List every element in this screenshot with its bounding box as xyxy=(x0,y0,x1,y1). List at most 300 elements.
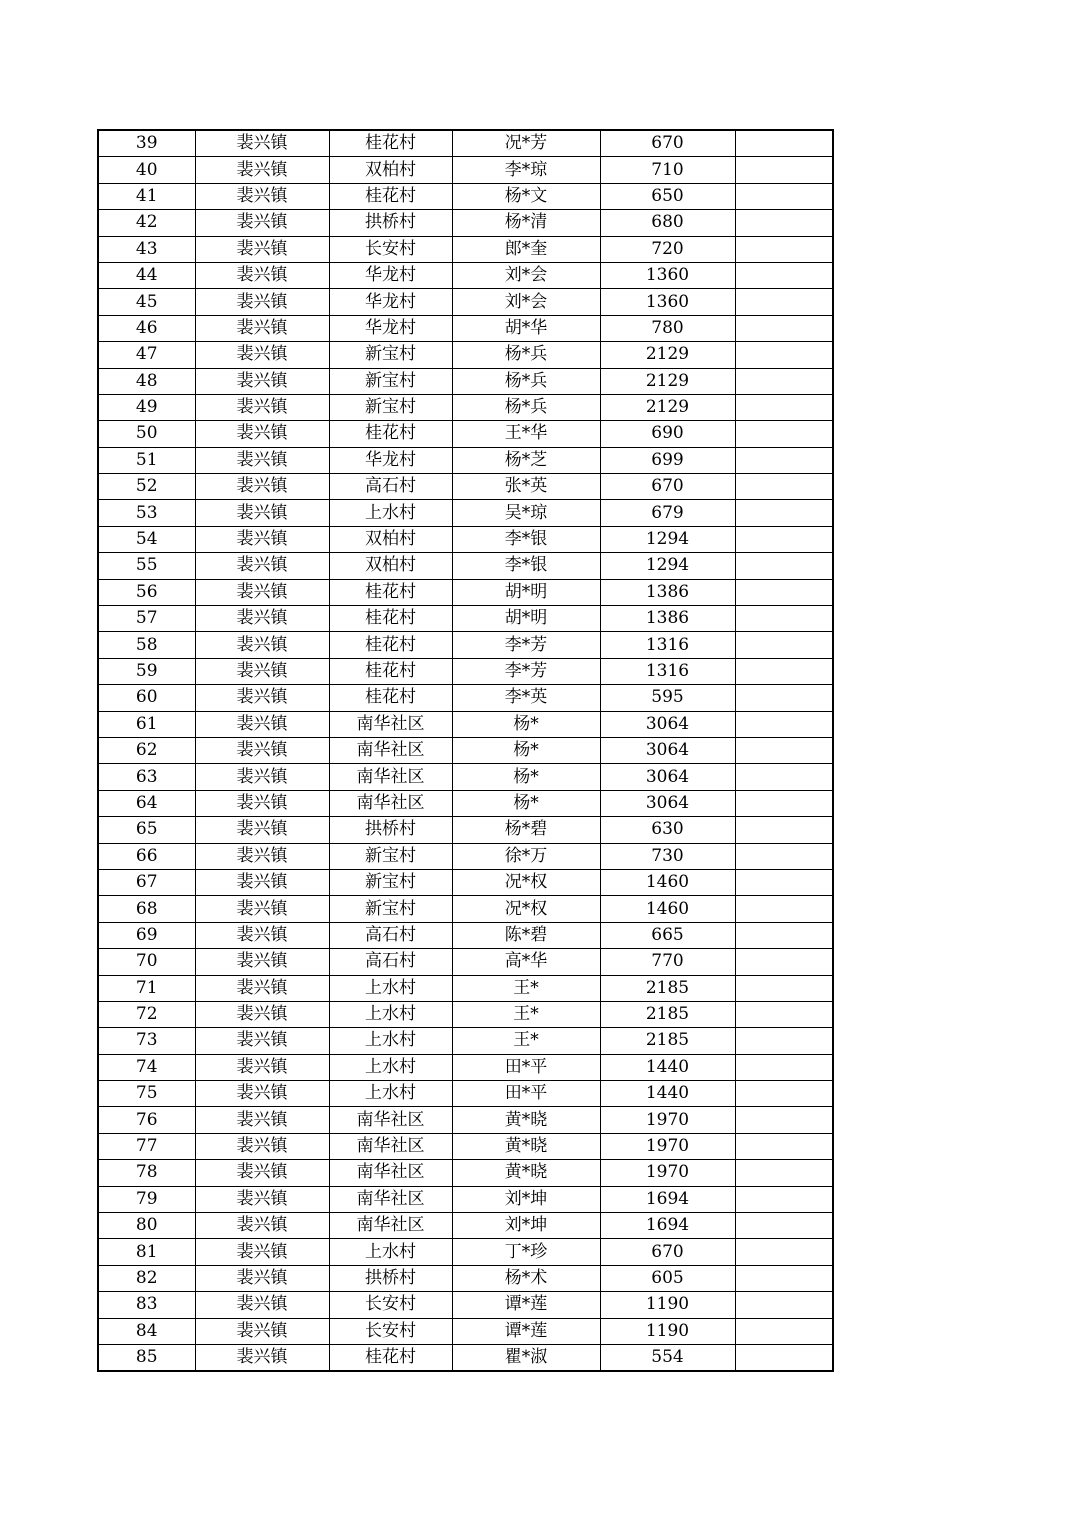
amount-cell: 730 xyxy=(600,843,735,869)
amount-cell: 1970 xyxy=(600,1133,735,1159)
remark-cell xyxy=(735,1213,833,1239)
row-number-cell: 69 xyxy=(98,922,195,948)
village-cell: 桂花村 xyxy=(329,130,452,157)
village-cell: 双柏村 xyxy=(329,553,452,579)
village-cell: 南华社区 xyxy=(329,790,452,816)
amount-cell: 2185 xyxy=(600,975,735,1001)
name-cell: 杨* xyxy=(452,790,600,816)
village-cell: 长安村 xyxy=(329,1318,452,1344)
table-row xyxy=(98,606,833,632)
town-cell: 裴兴镇 xyxy=(195,183,329,209)
village-cell: 桂花村 xyxy=(329,606,452,632)
remark-cell xyxy=(735,896,833,922)
amount-cell: 3064 xyxy=(600,737,735,763)
row-number-cell: 53 xyxy=(98,500,195,526)
row-number-cell: 71 xyxy=(98,975,195,1001)
village-cell: 新宝村 xyxy=(329,342,452,368)
remark-cell xyxy=(735,553,833,579)
town-cell: 裴兴镇 xyxy=(195,1265,329,1291)
remark-cell xyxy=(735,289,833,315)
amount-cell: 679 xyxy=(600,500,735,526)
table-row xyxy=(98,236,833,262)
name-cell: 王* xyxy=(452,1001,600,1027)
amount-cell: 665 xyxy=(600,922,735,948)
amount-cell: 1360 xyxy=(600,262,735,288)
name-cell: 刘*会 xyxy=(452,262,600,288)
remark-cell xyxy=(735,474,833,500)
remark-cell xyxy=(735,1001,833,1027)
table-row xyxy=(98,1001,833,1027)
town-cell: 裴兴镇 xyxy=(195,764,329,790)
row-number-cell: 85 xyxy=(98,1344,195,1371)
name-cell: 丁*珍 xyxy=(452,1239,600,1265)
town-cell: 裴兴镇 xyxy=(195,368,329,394)
village-cell: 华龙村 xyxy=(329,315,452,341)
remark-cell xyxy=(735,236,833,262)
town-cell: 裴兴镇 xyxy=(195,1160,329,1186)
row-number-cell: 61 xyxy=(98,711,195,737)
table-row xyxy=(98,1292,833,1318)
name-cell: 黄*晓 xyxy=(452,1133,600,1159)
table-row xyxy=(98,685,833,711)
name-cell: 况*权 xyxy=(452,869,600,895)
name-cell: 胡*明 xyxy=(452,606,600,632)
amount-cell: 780 xyxy=(600,315,735,341)
row-number-cell: 52 xyxy=(98,474,195,500)
table-row xyxy=(98,526,833,552)
name-cell: 杨* xyxy=(452,764,600,790)
town-cell: 裴兴镇 xyxy=(195,1054,329,1080)
table-row xyxy=(98,130,833,157)
town-cell: 裴兴镇 xyxy=(195,896,329,922)
name-cell: 谭*莲 xyxy=(452,1292,600,1318)
table-row xyxy=(98,817,833,843)
name-cell: 徐*万 xyxy=(452,843,600,869)
table-row xyxy=(98,394,833,420)
amount-cell: 2129 xyxy=(600,394,735,420)
name-cell: 杨*文 xyxy=(452,183,600,209)
table-row xyxy=(98,421,833,447)
row-number-cell: 79 xyxy=(98,1186,195,1212)
amount-cell: 670 xyxy=(600,474,735,500)
village-cell: 上水村 xyxy=(329,500,452,526)
remark-cell xyxy=(735,183,833,209)
name-cell: 杨*术 xyxy=(452,1265,600,1291)
amount-cell: 1440 xyxy=(600,1081,735,1107)
amount-cell: 1386 xyxy=(600,579,735,605)
remark-cell xyxy=(735,711,833,737)
table-row xyxy=(98,210,833,236)
remark-cell xyxy=(735,790,833,816)
name-cell: 杨*芝 xyxy=(452,447,600,473)
village-cell: 南华社区 xyxy=(329,1160,452,1186)
village-cell: 桂花村 xyxy=(329,579,452,605)
remark-cell xyxy=(735,394,833,420)
amount-cell: 720 xyxy=(600,236,735,262)
remark-cell xyxy=(735,130,833,157)
table-row xyxy=(98,474,833,500)
name-cell: 杨* xyxy=(452,711,600,737)
remark-cell xyxy=(735,1054,833,1080)
remark-cell xyxy=(735,817,833,843)
amount-cell: 1294 xyxy=(600,526,735,552)
row-number-cell: 84 xyxy=(98,1318,195,1344)
amount-cell: 680 xyxy=(600,210,735,236)
table-row xyxy=(98,632,833,658)
table-row xyxy=(98,1213,833,1239)
row-number-cell: 83 xyxy=(98,1292,195,1318)
remark-cell xyxy=(735,658,833,684)
village-cell: 华龙村 xyxy=(329,447,452,473)
remark-cell xyxy=(735,1081,833,1107)
village-cell: 高石村 xyxy=(329,474,452,500)
remark-cell xyxy=(735,1133,833,1159)
remark-cell xyxy=(735,500,833,526)
table-row xyxy=(98,790,833,816)
table-row xyxy=(98,342,833,368)
name-cell: 王*华 xyxy=(452,421,600,447)
remark-cell xyxy=(735,922,833,948)
table-row xyxy=(98,922,833,948)
table-row xyxy=(98,368,833,394)
name-cell: 陈*碧 xyxy=(452,922,600,948)
name-cell: 李*银 xyxy=(452,526,600,552)
remark-cell xyxy=(735,869,833,895)
row-number-cell: 40 xyxy=(98,157,195,183)
amount-cell: 1694 xyxy=(600,1186,735,1212)
village-cell: 拱桥村 xyxy=(329,817,452,843)
village-cell: 南华社区 xyxy=(329,1186,452,1212)
table-row xyxy=(98,869,833,895)
amount-cell: 770 xyxy=(600,949,735,975)
town-cell: 裴兴镇 xyxy=(195,553,329,579)
amount-cell: 1316 xyxy=(600,658,735,684)
table-row xyxy=(98,1186,833,1212)
amount-cell: 1386 xyxy=(600,606,735,632)
town-cell: 裴兴镇 xyxy=(195,342,329,368)
name-cell: 李*芳 xyxy=(452,658,600,684)
name-cell: 谭*莲 xyxy=(452,1318,600,1344)
row-number-cell: 64 xyxy=(98,790,195,816)
village-cell: 桂花村 xyxy=(329,658,452,684)
remark-cell xyxy=(735,632,833,658)
village-cell: 上水村 xyxy=(329,1081,452,1107)
town-cell: 裴兴镇 xyxy=(195,1213,329,1239)
remark-cell xyxy=(735,421,833,447)
row-number-cell: 62 xyxy=(98,737,195,763)
row-number-cell: 70 xyxy=(98,949,195,975)
town-cell: 裴兴镇 xyxy=(195,579,329,605)
table-row xyxy=(98,183,833,209)
amount-cell: 1694 xyxy=(600,1213,735,1239)
row-number-cell: 48 xyxy=(98,368,195,394)
remark-cell xyxy=(735,157,833,183)
town-cell: 裴兴镇 xyxy=(195,1186,329,1212)
name-cell: 田*平 xyxy=(452,1054,600,1080)
town-cell: 裴兴镇 xyxy=(195,606,329,632)
amount-cell: 1460 xyxy=(600,869,735,895)
village-cell: 南华社区 xyxy=(329,711,452,737)
town-cell: 裴兴镇 xyxy=(195,949,329,975)
remark-cell xyxy=(735,262,833,288)
table-row xyxy=(98,579,833,605)
name-cell: 李*芳 xyxy=(452,632,600,658)
town-cell: 裴兴镇 xyxy=(195,790,329,816)
town-cell: 裴兴镇 xyxy=(195,236,329,262)
row-number-cell: 59 xyxy=(98,658,195,684)
row-number-cell: 43 xyxy=(98,236,195,262)
name-cell: 瞿*淑 xyxy=(452,1344,600,1371)
amount-cell: 1294 xyxy=(600,553,735,579)
village-cell: 新宝村 xyxy=(329,896,452,922)
town-cell: 裴兴镇 xyxy=(195,1028,329,1054)
table-row xyxy=(98,843,833,869)
table-row xyxy=(98,315,833,341)
name-cell: 吴*琼 xyxy=(452,500,600,526)
town-cell: 裴兴镇 xyxy=(195,447,329,473)
town-cell: 裴兴镇 xyxy=(195,1107,329,1133)
table-row xyxy=(98,737,833,763)
amount-cell: 2129 xyxy=(600,342,735,368)
table-row xyxy=(98,896,833,922)
row-number-cell: 78 xyxy=(98,1160,195,1186)
remark-cell xyxy=(735,843,833,869)
table-row xyxy=(98,157,833,183)
table-row xyxy=(98,1318,833,1344)
village-cell: 拱桥村 xyxy=(329,210,452,236)
name-cell: 杨*兵 xyxy=(452,342,600,368)
data-table xyxy=(97,129,834,1372)
name-cell: 李*英 xyxy=(452,685,600,711)
amount-cell: 2129 xyxy=(600,368,735,394)
town-cell: 裴兴镇 xyxy=(195,1239,329,1265)
remark-cell xyxy=(735,764,833,790)
town-cell: 裴兴镇 xyxy=(195,526,329,552)
remark-cell xyxy=(735,315,833,341)
amount-cell: 710 xyxy=(600,157,735,183)
town-cell: 裴兴镇 xyxy=(195,210,329,236)
table-row xyxy=(98,1265,833,1291)
village-cell: 上水村 xyxy=(329,1001,452,1027)
name-cell: 田*平 xyxy=(452,1081,600,1107)
row-number-cell: 77 xyxy=(98,1133,195,1159)
remark-cell xyxy=(735,342,833,368)
name-cell: 黄*晓 xyxy=(452,1160,600,1186)
name-cell: 刘*坤 xyxy=(452,1186,600,1212)
amount-cell: 3064 xyxy=(600,790,735,816)
town-cell: 裴兴镇 xyxy=(195,1292,329,1318)
table-row xyxy=(98,1344,833,1371)
village-cell: 高石村 xyxy=(329,949,452,975)
remark-cell xyxy=(735,685,833,711)
town-cell: 裴兴镇 xyxy=(195,1001,329,1027)
remark-cell xyxy=(735,1292,833,1318)
remark-cell xyxy=(735,949,833,975)
town-cell: 裴兴镇 xyxy=(195,975,329,1001)
town-cell: 裴兴镇 xyxy=(195,1318,329,1344)
village-cell: 上水村 xyxy=(329,1054,452,1080)
row-number-cell: 41 xyxy=(98,183,195,209)
amount-cell: 670 xyxy=(600,1239,735,1265)
row-number-cell: 44 xyxy=(98,262,195,288)
village-cell: 双柏村 xyxy=(329,157,452,183)
name-cell: 王* xyxy=(452,975,600,1001)
town-cell: 裴兴镇 xyxy=(195,500,329,526)
town-cell: 裴兴镇 xyxy=(195,817,329,843)
table-row xyxy=(98,1028,833,1054)
remark-cell xyxy=(735,737,833,763)
name-cell: 刘*会 xyxy=(452,289,600,315)
row-number-cell: 74 xyxy=(98,1054,195,1080)
name-cell: 郎*奎 xyxy=(452,236,600,262)
row-number-cell: 58 xyxy=(98,632,195,658)
amount-cell: 699 xyxy=(600,447,735,473)
name-cell: 刘*坤 xyxy=(452,1213,600,1239)
town-cell: 裴兴镇 xyxy=(195,289,329,315)
village-cell: 桂花村 xyxy=(329,1344,452,1371)
remark-cell xyxy=(735,1107,833,1133)
village-cell: 南华社区 xyxy=(329,1213,452,1239)
row-number-cell: 56 xyxy=(98,579,195,605)
row-number-cell: 42 xyxy=(98,210,195,236)
amount-cell: 630 xyxy=(600,817,735,843)
village-cell: 上水村 xyxy=(329,1239,452,1265)
village-cell: 上水村 xyxy=(329,975,452,1001)
town-cell: 裴兴镇 xyxy=(195,869,329,895)
amount-cell: 2185 xyxy=(600,1028,735,1054)
town-cell: 裴兴镇 xyxy=(195,474,329,500)
remark-cell xyxy=(735,606,833,632)
name-cell: 杨* xyxy=(452,737,600,763)
town-cell: 裴兴镇 xyxy=(195,1081,329,1107)
town-cell: 裴兴镇 xyxy=(195,737,329,763)
table-body xyxy=(98,130,833,1371)
remark-cell xyxy=(735,579,833,605)
row-number-cell: 57 xyxy=(98,606,195,632)
village-cell: 南华社区 xyxy=(329,737,452,763)
town-cell: 裴兴镇 xyxy=(195,843,329,869)
village-cell: 桂花村 xyxy=(329,421,452,447)
table-row xyxy=(98,289,833,315)
row-number-cell: 68 xyxy=(98,896,195,922)
row-number-cell: 45 xyxy=(98,289,195,315)
remark-cell xyxy=(735,368,833,394)
name-cell: 李*银 xyxy=(452,553,600,579)
amount-cell: 3064 xyxy=(600,764,735,790)
table-row xyxy=(98,764,833,790)
remark-cell xyxy=(735,1160,833,1186)
village-cell: 新宝村 xyxy=(329,869,452,895)
amount-cell: 1316 xyxy=(600,632,735,658)
village-cell: 上水村 xyxy=(329,1028,452,1054)
table-row xyxy=(98,447,833,473)
town-cell: 裴兴镇 xyxy=(195,262,329,288)
row-number-cell: 67 xyxy=(98,869,195,895)
row-number-cell: 76 xyxy=(98,1107,195,1133)
name-cell: 杨*碧 xyxy=(452,817,600,843)
row-number-cell: 63 xyxy=(98,764,195,790)
amount-cell: 690 xyxy=(600,421,735,447)
remark-cell xyxy=(735,447,833,473)
row-number-cell: 81 xyxy=(98,1239,195,1265)
table-row xyxy=(98,262,833,288)
village-cell: 长安村 xyxy=(329,236,452,262)
town-cell: 裴兴镇 xyxy=(195,315,329,341)
name-cell: 杨*兵 xyxy=(452,394,600,420)
name-cell: 胡*明 xyxy=(452,579,600,605)
name-cell: 高*华 xyxy=(452,949,600,975)
village-cell: 南华社区 xyxy=(329,1133,452,1159)
remark-cell xyxy=(735,1239,833,1265)
table-row xyxy=(98,1160,833,1186)
town-cell: 裴兴镇 xyxy=(195,421,329,447)
name-cell: 李*琼 xyxy=(452,157,600,183)
village-cell: 拱桥村 xyxy=(329,1265,452,1291)
town-cell: 裴兴镇 xyxy=(195,685,329,711)
town-cell: 裴兴镇 xyxy=(195,394,329,420)
row-number-cell: 60 xyxy=(98,685,195,711)
town-cell: 裴兴镇 xyxy=(195,711,329,737)
remark-cell xyxy=(735,210,833,236)
remark-cell xyxy=(735,1318,833,1344)
table-row xyxy=(98,975,833,1001)
table-row xyxy=(98,1081,833,1107)
table-row xyxy=(98,1239,833,1265)
table-row xyxy=(98,553,833,579)
amount-cell: 1190 xyxy=(600,1318,735,1344)
amount-cell: 554 xyxy=(600,1344,735,1371)
row-number-cell: 80 xyxy=(98,1213,195,1239)
name-cell: 杨*兵 xyxy=(452,368,600,394)
table-row xyxy=(98,1054,833,1080)
row-number-cell: 46 xyxy=(98,315,195,341)
village-cell: 双柏村 xyxy=(329,526,452,552)
name-cell: 况*芳 xyxy=(452,130,600,157)
table-row xyxy=(98,500,833,526)
village-cell: 南华社区 xyxy=(329,1107,452,1133)
village-cell: 桂花村 xyxy=(329,183,452,209)
village-cell: 南华社区 xyxy=(329,764,452,790)
amount-cell: 1970 xyxy=(600,1160,735,1186)
table-row xyxy=(98,711,833,737)
amount-cell: 2185 xyxy=(600,1001,735,1027)
name-cell: 杨*清 xyxy=(452,210,600,236)
village-cell: 长安村 xyxy=(329,1292,452,1318)
town-cell: 裴兴镇 xyxy=(195,658,329,684)
remark-cell xyxy=(735,1344,833,1371)
remark-cell xyxy=(735,1186,833,1212)
amount-cell: 1970 xyxy=(600,1107,735,1133)
village-cell: 新宝村 xyxy=(329,394,452,420)
name-cell: 黄*晓 xyxy=(452,1107,600,1133)
amount-cell: 1440 xyxy=(600,1054,735,1080)
town-cell: 裴兴镇 xyxy=(195,1344,329,1371)
amount-cell: 595 xyxy=(600,685,735,711)
row-number-cell: 51 xyxy=(98,447,195,473)
row-number-cell: 47 xyxy=(98,342,195,368)
village-cell: 新宝村 xyxy=(329,368,452,394)
village-cell: 高石村 xyxy=(329,922,452,948)
row-number-cell: 82 xyxy=(98,1265,195,1291)
row-number-cell: 54 xyxy=(98,526,195,552)
remark-cell xyxy=(735,975,833,1001)
town-cell: 裴兴镇 xyxy=(195,922,329,948)
table-row xyxy=(98,658,833,684)
village-cell: 华龙村 xyxy=(329,262,452,288)
town-cell: 裴兴镇 xyxy=(195,632,329,658)
name-cell: 胡*华 xyxy=(452,315,600,341)
amount-cell: 3064 xyxy=(600,711,735,737)
